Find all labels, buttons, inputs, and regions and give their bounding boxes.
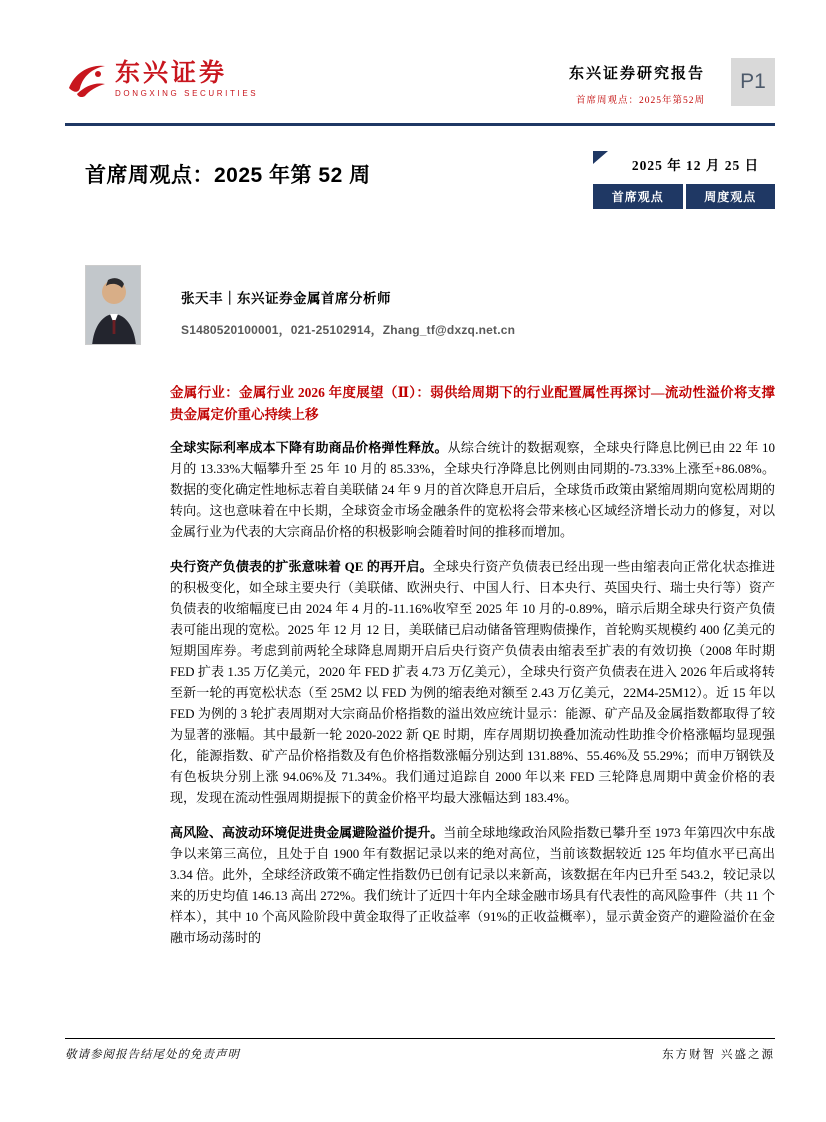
dongxing-logo <box>65 58 258 100</box>
report-subtitle-label: 首席周观点：2025年第52周 <box>575 96 705 106</box>
analyst-block <box>65 265 775 345</box>
report-body <box>65 382 775 948</box>
logo-text-cn: 东兴证券 <box>115 58 228 87</box>
paragraph-2-text: 全球央行资产负债表已经出现一些由缩表向正常化状态推进的积极变化，如全球主要央行（美联储、欧洲央行、中国人行、日本央行、英国央行、瑞士央行等）资产负债表的收缩幅度已由 2024 年 4 月的-11.16%收窄至 2025 年 10 月的-0.89%，暗示后期全球央行资产负债表可能出现的宽松。2025 年 12 月 12 日，美联储已启动储备管理购债操作，首轮购买规模约 400 亿美元的短期国库券。考虑到前两轮全球降息周期开启后央行资产负债表由缩表至扩表的有效切换（2008 年时期 FED 扩表 1.35 万亿美元，2020 年 FED 扩表 4.73 万亿美元），全球央行资产负债表在进入 2026 年后或将转至新一轮的再宽松状态（至 25M2 以 FED 为例的缩表绝对额至 2.43 万亿美元，22M4-25M12）。近 15 年以 FED 为例的 3 轮扩表周期对大宗商品价格指数的溢出效应统计显示：能源、矿产品及金属指数都取得了较为显著的涨幅。其中最新一轮 2020-2022 新 QE 时期，库存周期切换叠加流动性助推令价格涨幅均显现强化，能源指数、矿产品价格指数及有色价格指数涨幅分别达到 131.88%、55.46%及 55.29%；而申万钢铁及有色板块分别上涨 94.06%及 71.34%。我们通过追踪自 2000 年以来 FED 三轮降息周期中黄金价格的表现，发现在流动性强周期提振下的黄金价格平均最大涨幅达到 183.4%。 <box>170 559 775 805</box>
title-row <box>65 151 775 209</box>
date-corner-icon <box>593 151 608 164</box>
report-footer <box>65 1038 775 1062</box>
header-divider <box>65 123 775 126</box>
date-row <box>593 151 775 174</box>
paragraph-2 <box>170 556 775 808</box>
footer-slogan: 东方财智 兴盛之源 <box>662 1049 775 1061</box>
analyst-info <box>181 265 515 345</box>
footer-disclaimer: 敬请参阅报告结尾处的免责声明 <box>65 1049 240 1061</box>
category-tags <box>593 184 775 209</box>
page-number-badge: P1 <box>731 58 775 106</box>
title-meta <box>593 151 775 209</box>
paragraph-3-text: 当前全球地缘政治风险指数已攀升至 1973 年第四次中东战争以来第三高位，且处于自 1900 年有数据记录以来的绝对高位，当前该数据较近 125 年均值水平已高出 3.34 倍。此外，全球经济政策不确定性指数仍已创有记录以来新高，该数据在年内已升至 543.2，较记录以来的历史均值 146.13 高出 272%。我们统计了近四十年内全球金融市场具有代表性的高风险事件（共 11 个样本），其中 10 个高风险阶段中黄金取得了正收益率（91%的正收益概率），显示黄金资产的避险溢价在金融市场动荡时的 <box>170 825 775 945</box>
logo-text-en: DONGXING SECURITIES <box>115 89 259 99</box>
analyst-name: 张天丰｜东兴证券金属首席分析师 <box>181 291 391 306</box>
paragraph-2-lead: 央行资产负债表的扩张意味着 QE 的再开启。 <box>170 559 433 574</box>
analyst-photo <box>85 265 141 345</box>
dongxing-logo-icon <box>65 58 107 100</box>
paragraph-3-lead: 高风险、高波动环境促进贵金属避险溢价提升。 <box>170 825 444 840</box>
analyst-contact: S1480520100001，021-25102914，Zhang_tf@dxzq.net.cn <box>181 323 516 337</box>
report-header <box>65 58 775 106</box>
tag-weekly-view: 周度观点 <box>686 184 776 209</box>
report-type-label: 东兴证券研究报告 <box>568 65 705 82</box>
paragraph-1-lead: 全球实际利率成本下降有助商品价格弹性释放。 <box>170 440 448 455</box>
report-date: 2025 年 12 月 25 日 <box>631 158 760 173</box>
paragraph-1-text: 从综合统计的数据观察，全球央行降息比例已由 22 年 10 月的 13.33%大幅攀升至 25 年 10 月的 85.33%，全球央行净降息比例则由同期的-73.33%上涨至+86.08%。数据的变化确定性地标志着自美联储 24 年 9 月的首次降息开启后，全球货币政策由紧缩周期向宽松周期的转向。这也意味着在中长期，全球资金市场金融条件的宽松将会带来核心区域经济增长动力的修复，对以金属行业为代表的大宗商品价格的积极影响会随着时间的推移而增加。 <box>170 440 775 539</box>
paragraph-1 <box>170 437 775 542</box>
tag-chief-view: 首席观点 <box>593 184 683 209</box>
page-title: 首席周观点：2025 年第 52 周 <box>85 164 371 187</box>
paragraph-3 <box>170 822 775 948</box>
section-heading: 金属行业：金属行业 2026 年度展望（Ⅱ）：弱供给周期下的行业配置属性再探讨—流动性溢价将支撑贵金属定价重心持续上移 <box>170 385 775 422</box>
header-right <box>569 62 705 106</box>
